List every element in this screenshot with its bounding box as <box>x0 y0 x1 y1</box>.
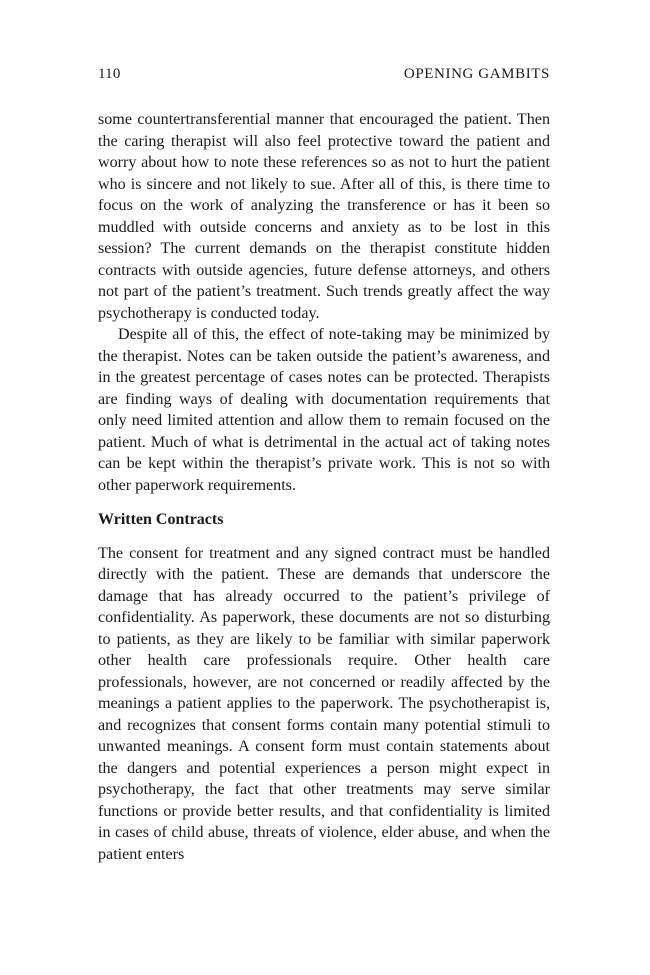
body-text <box>98 109 550 865</box>
page-number: 110 <box>98 66 121 82</box>
paragraph-written-contracts: The consent for treatment and any signed contract must be handled directly with the patient. These are demands that underscore the damage that has already occurred to the patient’s privilege of confidentiality. As paperwork, these documents are not so disturbing to patients, as they are likely to be familiar with similar paperwork other health care professionals require. Other health care professionals, however, are not concerned or readily affected by the meanings a patient applies to the paperwork. The psychotherapist is, and recognizes that consent forms contain many potential stimuli to unwanted meanings. A consent form must contain statements about the dangers and potential experiences a person might expect in psychotherapy, the fact that other treatments may serve similar functions or provide better results, and that confidentiality is limited in cases of child abuse, threats of violence, elder abuse, and when the patient enters <box>98 544 550 863</box>
section-heading: Written Contracts <box>98 511 224 528</box>
running-head <box>98 62 550 86</box>
book-page <box>98 62 550 865</box>
paragraph-note-taking: Despite all of this, the effect of note-taking may be minimized by the therapist. Notes can be taken outside the patient’s awareness, and in the greatest percentage of cases notes can be protected. Therapists are finding ways of dealing with documentation requirements that only need limited attention and allow them to remain focused on the patient. Much of what is detrimental in the actual act of taking notes can be kept within the therapist’s private work. This is not so with other paperwork requirements. <box>98 326 550 494</box>
paragraph-continued: some countertransferential manner that encouraged the patient. Then the caring therapist will also feel protective toward the patient and worry about how to note these references so as not to hurt the patient who is sincere and not likely to sue. After all of this, is there time to focus on the work of analyzing the transference or has it been so muddled with outside concerns and anxiety as to be lost in this session? The current demands on the therapist constitute hidden contracts with outside agencies, future defense attorneys, and others not part of the patient’s treatment. Such trends greatly affect the way psychotherapy is conducted today. <box>98 111 550 322</box>
running-title: OPENING GAMBITS <box>403 66 550 82</box>
